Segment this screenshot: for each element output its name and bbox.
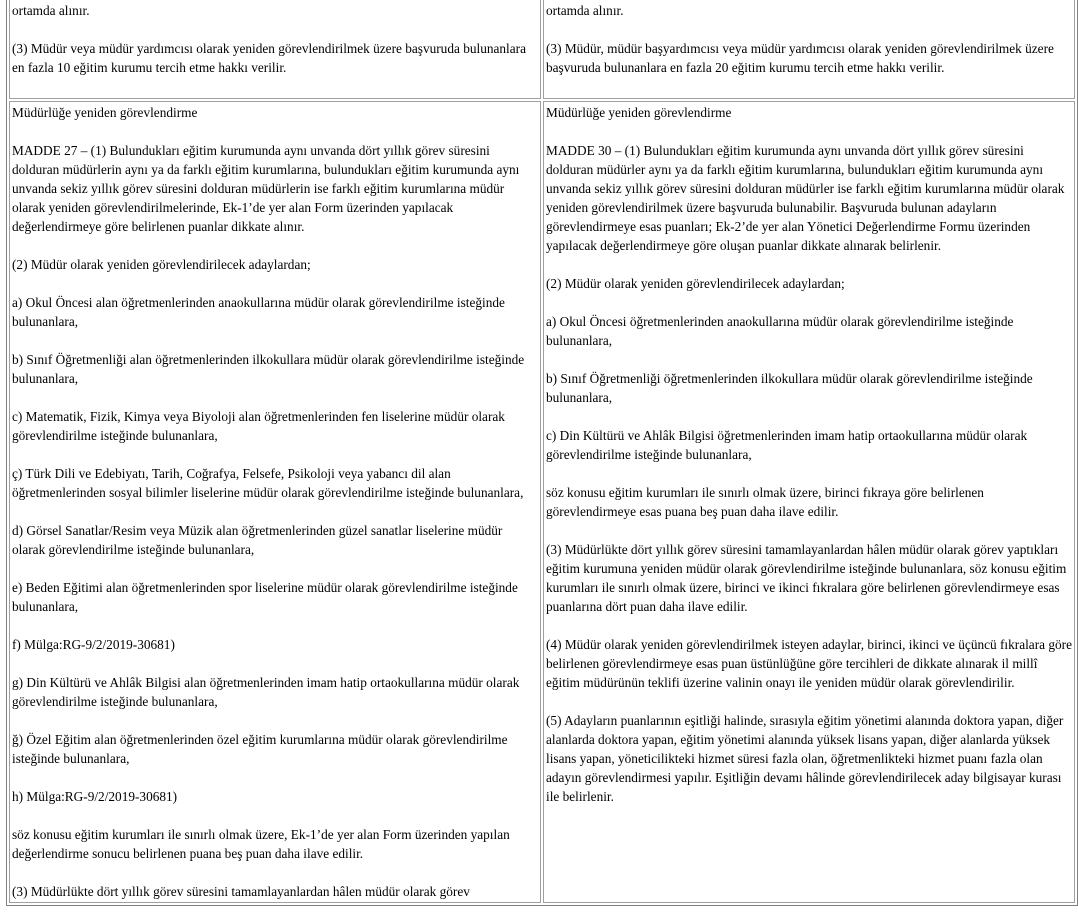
- madde-paragraph: MADDE 27 – (1) Bulundukları eğitim kurumunda aynı unvanda dört yıllık görev süresini dolduran müdürlerin aynı ya da farklı eğitim kurumlarına, bulundukları eğitim kurumunda aynı unvanda sekiz yıllık görev süresini dolduran müdürlerin ise farklı eğitim kurumlarına müdür olarak yeniden görevlendirilmelerinde, Ek-1’de yer alan Form üzerinden yapılacak değerlendirmeye göre belirlenen puanlar dikkate alınır.: [12, 143, 520, 234]
- item-cc: ç) Türk Dili ve Edebiyatı, Tarih, Coğrafya, Felsefe, Psikoloji veya yabancı dil alan öğretmenlerinden sosyal bilimler liselerine müdür olarak görevlendirilme isteğinde bulunanlara,: [12, 466, 524, 500]
- table-row: [9, 101, 1075, 903]
- paragraph-2: (2) Müdür olarak yeniden görevlendirilecek adaylardan;: [546, 276, 845, 291]
- item-c: c) Din Kültürü ve Ahlâk Bilgisi öğretmenlerinden imam hatip ortaokullarına müdür olarak görevlendirilme isteğinde bulunanlara,: [546, 428, 1028, 462]
- item-gg: ğ) Özel Eğitim alan öğretmenlerinden özel eğitim kurumlarına müdür olarak görevlendirilme isteğinde bulunanlara,: [12, 732, 508, 766]
- paragraph-2: (2) Müdür olarak yeniden görevlendirilecek adaylardan;: [12, 257, 311, 272]
- paragraph-3-old: (3) Müdür veya müdür yardımcısı olarak yeniden görevlendirilmek üzere başvuruda bulunanlara en fazla 10 eğitim kurumu tercih etme hakkı verilir.: [12, 41, 526, 75]
- soz-konusu-paragraph: söz konusu eğitim kurumları ile sınırlı olmak üzere, birinci fıkraya göre belirlenen görevlendirmeye esas puana beş puan daha ilave edilir.: [546, 485, 984, 519]
- item-f: f) Mülga:RG-9/2/2019-30681): [12, 637, 175, 652]
- cell-new-madde-30: [543, 101, 1075, 903]
- paragraph-3-new: (3) Müdür, müdür başyardımcısı veya müdür yardımcısı olarak yeniden görevlendirilmek üzere başvuruda bulunanlara en fazla 20 eğitim kurumu tercih etme hakkı verilir.: [546, 41, 1054, 75]
- item-a: a) Okul Öncesi öğretmenlerinden anaokullarına müdür olarak görevlendirilme isteğinde bulunanlara,: [546, 314, 1014, 348]
- paragraph-4: (4) Müdür olarak yeniden görevlendirilmek isteyen adaylar, birinci, ikinci ve üçüncü fıkralara göre belirlenen görevlendirmeye esas puan üstünlüğüne göre tercihleri de dikkate alınarak il millî eğitim müdürünün teklifi üzerine valinin onayı ile yeniden müdür olarak görevlendirilir.: [546, 637, 1072, 690]
- item-a: a) Okul Öncesi alan öğretmenlerinden anaokullarına müdür olarak görevlendirilme isteğinde bulunanlara,: [12, 295, 505, 329]
- paragraph-3: (3) Müdürlükte dört yıllık görev süresini tamamlayanlardan hâlen müdür olarak görev yaptıkları eğitim kurumuna yeniden müdür olarak görevlendirilme isteğinde bulunanlara, söz konusu eğitim kurumları ile sınırlı olmak üzere, birinci ve ikinci fıkralara göre belirlenen görevlendirmeye esas puanlarına dört puan daha ilave edilir.: [546, 542, 1067, 614]
- text-line: ortamda alınır.: [12, 3, 90, 18]
- item-d: d) Görsel Sanatlar/Resim veya Müzik alan öğretmenlerinden güzel sanatlar liselerine müdür olarak görevlendirilme isteğinde bulunanlara,: [12, 523, 503, 557]
- item-b: b) Sınıf Öğretmenliği alan öğretmenlerinden ilkokullara müdür olarak görevlendirilme isteğinde bulunanlara,: [12, 352, 525, 386]
- table-row: [9, 0, 1075, 99]
- item-g: g) Din Kültürü ve Ahlâk Bilgisi alan öğretmenlerinden imam hatip ortaokullarına müdür olarak görevlendirilme isteğinde bulunanlara,: [12, 675, 520, 709]
- paragraph-3: (3) Müdürlükte dört yıllık görev süresini tamamlayanlardan hâlen müdür olarak görev: [12, 884, 470, 899]
- cell-old-madde-27: [9, 101, 541, 903]
- item-h: h) Mülga:RG-9/2/2019-30681): [12, 789, 178, 804]
- cell-old-top: [9, 0, 541, 99]
- cell-new-top: [543, 0, 1075, 99]
- paragraph-5: (5) Adayların puanlarının eşitliği halinde, sırasıyla eğitim yönetimi alanında doktora yapan, diğer alanlarda doktora yapan, eğitim yönetimi alanında yüksek lisans yapan, diğer alanlarda yüksek lisans yapan, yöneticilikteki hizmet süresi fazla olan, öğretmenlikteki hizmet puanı fazla olan adayın görevlendirmesi yapılır. Eşitliğin devamı hâlinde görevlendirilecek aday bilgisayar kurası ile belirlenir.: [546, 713, 1064, 804]
- item-c: c) Matematik, Fizik, Kimya veya Biyoloji alan öğretmenlerinden fen liselerine müdür olarak görevlendirilme isteğinde bulunanlara,: [12, 409, 505, 443]
- soz-konusu-paragraph: söz konusu eğitim kurumları ile sınırlı olmak üzere, Ek-1’de yer alan Form üzerinden yapılan değerlendirme sonucu belirlenen puana beş puan daha ilave edilir.: [12, 827, 510, 861]
- section-heading: Müdürlüğe yeniden görevlendirme: [12, 105, 198, 120]
- madde-paragraph: MADDE 30 – (1) Bulundukları eğitim kurumunda aynı unvanda dört yıllık görev süresini dolduran müdürler aynı ya da farklı eğitim kurumlarına, bulundukları eğitim kurumunda aynı unvanda sekiz yıllık görev süresini dolduran müdürler ise farklı eğitim kurumlarına müdür olarak yeniden görevlendirilmek üzere başvuruda bulunabilir. Başvuruda bulunan adayların görevlendirmeye esas puanları; Ek-2’de yer alan Yönetici Değerlendirme Formu üzerinden yapılacak değerlendirmeye göre oluşan puanlar dikkate alınarak belirlenir.: [546, 143, 1065, 253]
- text-line: ortamda alınır.: [546, 3, 624, 18]
- item-e: e) Beden Eğitimi alan öğretmenlerinden spor liselerine müdür olarak görevlendirilme isteğinde bulunanlara,: [12, 580, 518, 614]
- item-b: b) Sınıf Öğretmenliği öğretmenlerinden ilkokullara müdür olarak görevlendirilme isteğinde bulunanlara,: [546, 371, 1033, 405]
- section-heading: Müdürlüğe yeniden görevlendirme: [546, 105, 732, 120]
- comparison-table: [6, 0, 1078, 906]
